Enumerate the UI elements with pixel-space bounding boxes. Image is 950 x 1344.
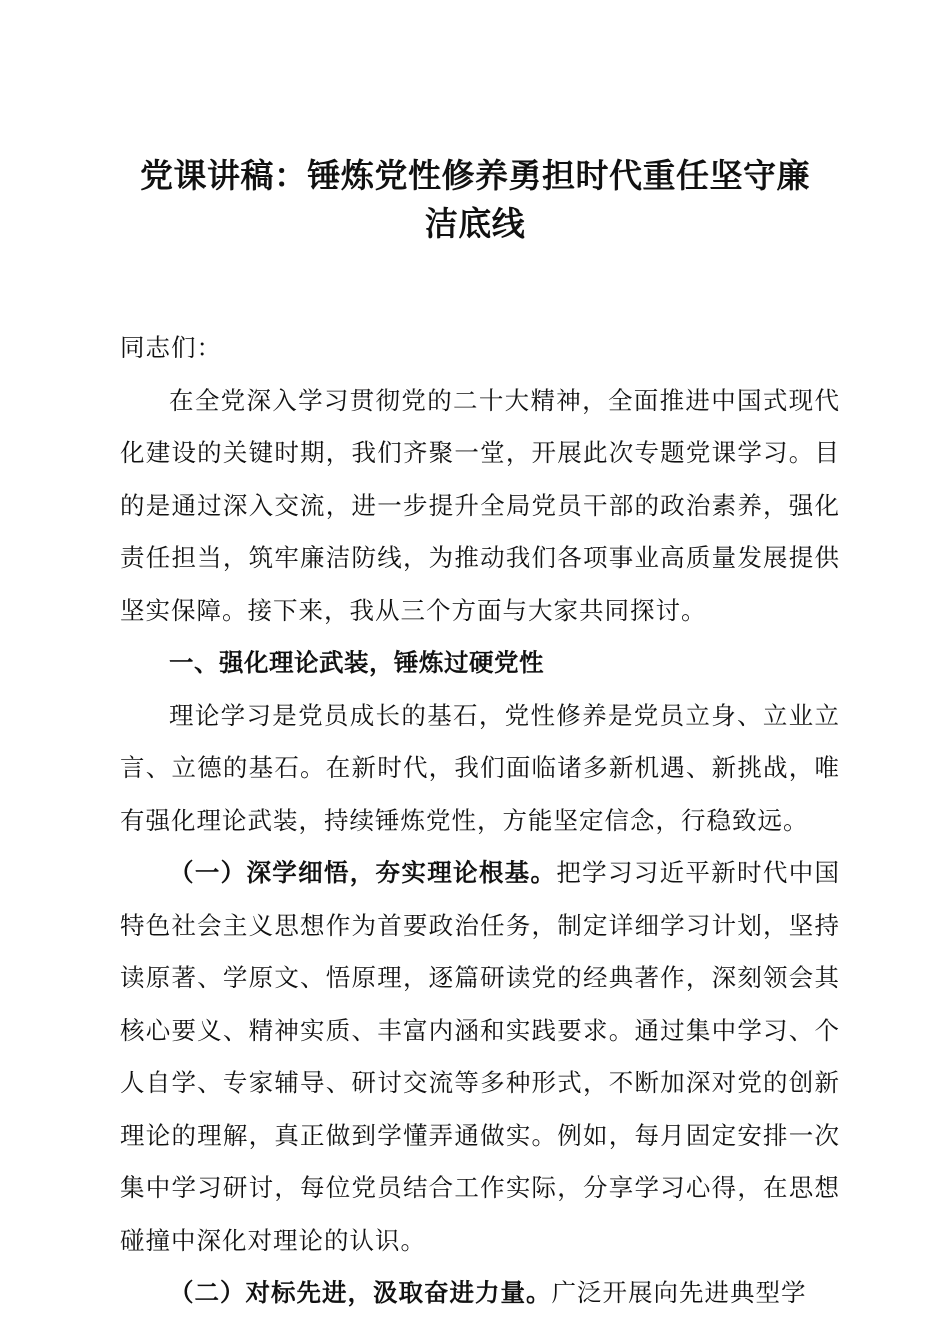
section-1-paragraph: 理论学习是党员成长的基石，党性修养是党员立身、立业立言、立德的基石。在新时代，我们面临诸多新机遇、新挑战，唯有强化理论武装，持续锤炼党性，方能坚定信念，行稳致远。 [120, 700, 840, 835]
subsection-2-heading: （二）对标先进，汲取奋进力量。 [169, 1278, 552, 1307]
subsection-1-heading: （一）深学细悟，夯实理论根基。 [169, 858, 557, 887]
subsection-2-text: 广泛开展向先进典型学 [551, 1278, 807, 1307]
subsection-2-paragraph [120, 1267, 840, 1320]
document-body [120, 322, 840, 1320]
intro-paragraph: 在全党深入学习贯彻党的二十大精神，全面推进中国式现代化建设的关键时期，我们齐聚一堂，开展此次专题党课学习。目的是通过深入交流，进一步提升全局党员干部的政治素养，强化责任担当，筑牢廉洁防线，为推动我们各项事业高质量发展提供坚实保障。接下来，我从三个方面与大家共同探讨。 [120, 385, 840, 625]
document-title [118, 152, 832, 248]
section-1-heading: 一、强化理论武装，锤炼过硬党性 [169, 648, 544, 677]
title-line-2: 洁底线 [424, 204, 526, 243]
salutation: 同志们： [120, 333, 222, 362]
subsection-1-text: 把学习习近平新时代中国特色社会主义思想作为首要政治任务，制定详细学习计划，坚持读原著、学原文、悟原理，逐篇研读党的经典著作，深刻领会其核心要义、精神实质、丰富内涵和实践要求。通过集中学习、个人自学、专家辅导、研讨交流等多种形式，不断加深对党的创新理论的理解，真正做到学懂弄通做实。例如，每月固定安排一次集中学习研讨，每位党员结合工作实际，分享学习心得，在思想碰撞中深化对理论的认识。 [120, 858, 841, 1255]
subsection-1-paragraph [120, 847, 840, 1267]
title-line-1: 党课讲稿：锤炼党性修养勇担时代重任坚守廉 [140, 156, 810, 195]
